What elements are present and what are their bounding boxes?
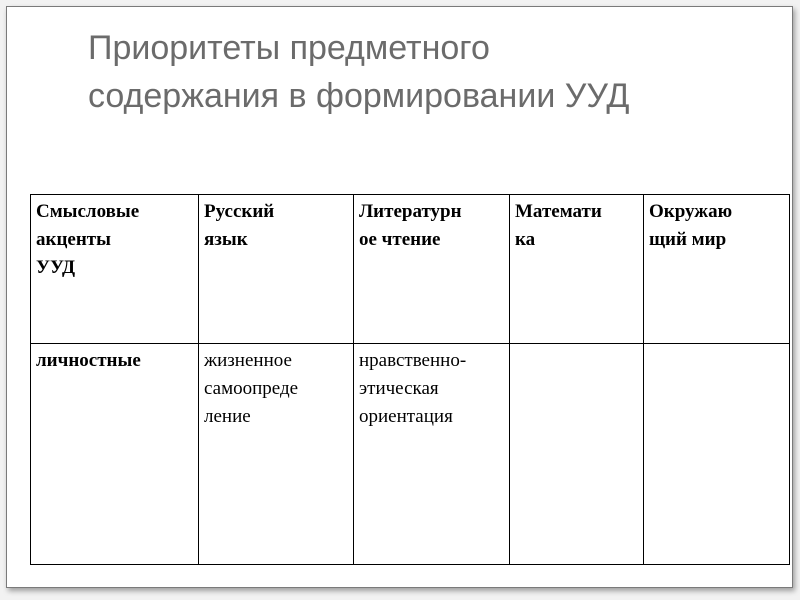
table-cell-literary (354, 344, 510, 565)
header-text: акценты (36, 229, 111, 250)
slide-title-line-1: Приоритеты предметного (88, 29, 490, 67)
cell-text: ление (204, 406, 251, 427)
cell-text: этическая (359, 378, 439, 399)
header-text: Русский (204, 201, 275, 222)
priorities-table (30, 194, 790, 565)
table-cell-russian (199, 344, 354, 565)
header-text: язык (204, 229, 248, 250)
row-label-personal: личностные (31, 344, 199, 565)
header-cell-world-around (644, 195, 790, 344)
header-cell-russian-language (199, 195, 354, 344)
header-text: Литературн (359, 201, 462, 222)
header-text: ка (515, 229, 536, 250)
cell-text: ориентация (359, 406, 453, 427)
header-cell-semantic-accents (31, 195, 199, 344)
header-cell-literary-reading (354, 195, 510, 344)
table-header-row (31, 195, 790, 344)
table-cell-mathematics (510, 344, 644, 565)
slide-title-line-2: содержания в формировании УУД (88, 77, 630, 115)
cell-text: самоопреде (204, 378, 299, 399)
header-text: Окружаю (649, 201, 733, 222)
header-text: щий мир (649, 229, 727, 250)
header-text: ое чтение (359, 229, 441, 250)
table-row (31, 344, 790, 565)
cell-text: жизненное (204, 350, 292, 371)
header-cell-mathematics (510, 195, 644, 344)
header-text: УУД (36, 257, 76, 278)
slide-title (88, 24, 768, 120)
header-text: Математи (515, 201, 602, 222)
cell-text: нравственно- (359, 350, 467, 371)
header-text: Смысловые (36, 201, 140, 222)
table-cell-world-around (644, 344, 790, 565)
